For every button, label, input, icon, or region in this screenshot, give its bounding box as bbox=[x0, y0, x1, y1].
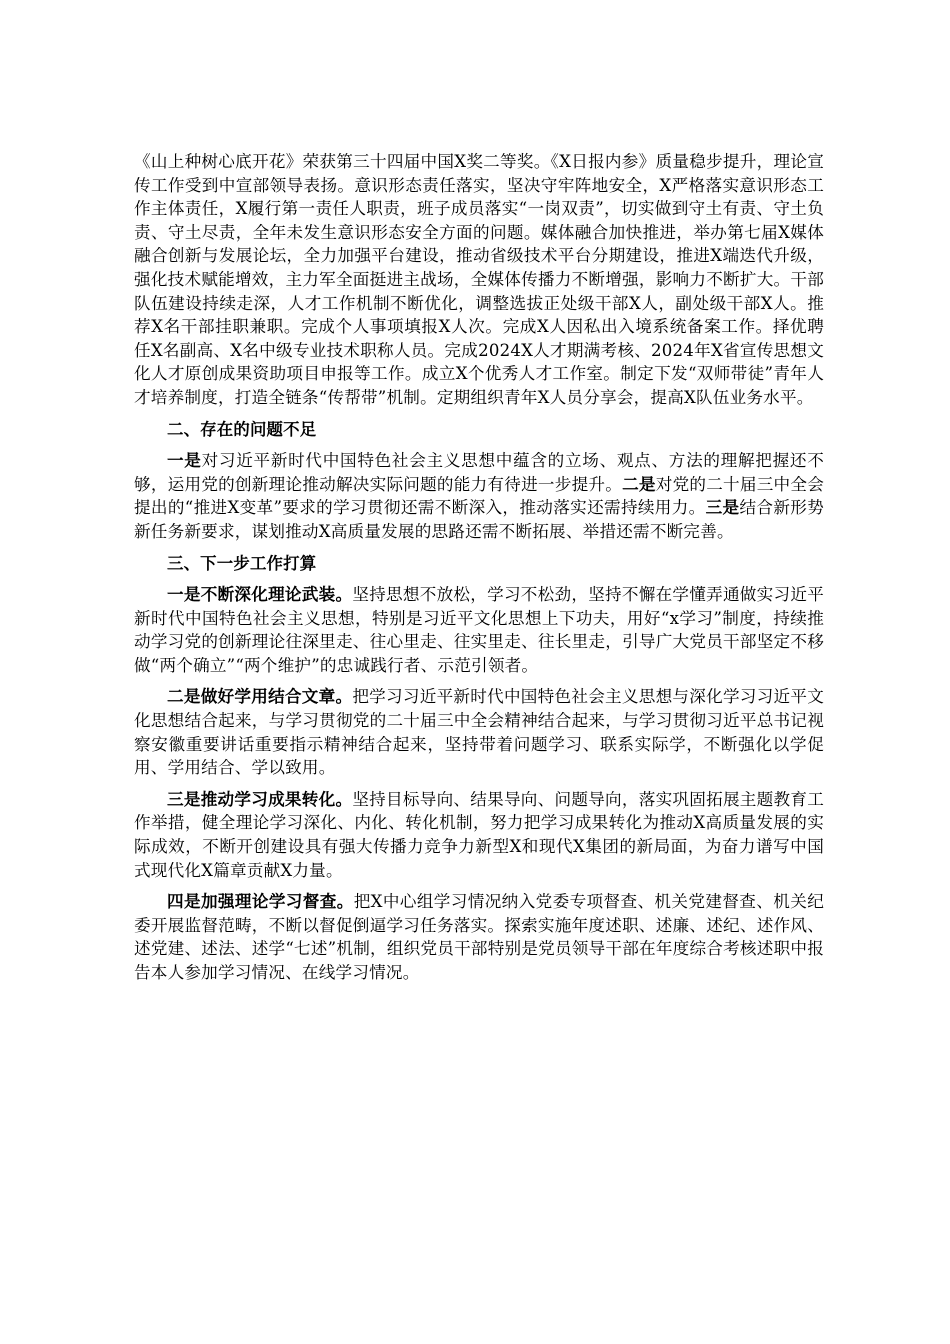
problem-lead-2: 二是 bbox=[622, 474, 656, 494]
section-heading-next-steps: 三、下一步工作打算 bbox=[167, 553, 317, 573]
plan-paragraph-1 bbox=[134, 583, 824, 677]
plan-text-4: 把X中心组学习情况纳入党委专项督查、机关党建督查、机关纪委开展监督范畴，不断以督促倒逼学习任务落实。探索实施年度述职、述廉、述纪、述作风、述党建、述法、述学“七述”机制，组织党员干部特别是党员领导干部在年度综合考核述职中报告本人参加学习情况、在线学习情况。 bbox=[134, 892, 824, 982]
problem-text-3: 结合新形势新任务新要求，谋划推动X高质量发展的思路还需不断拓展、举措还需不断完善。 bbox=[134, 498, 825, 541]
problem-text-1: 对习近平新时代中国特色社会主义思想中蕴含的立场、观点、方法的理解把握还不够，运用党的创新理论推动解决实际问题的能力有待进一步提升。 bbox=[134, 451, 824, 494]
plan-text-3: 坚持目标导向、结果导向、问题导向，落实巩固拓展主题教育工作举措，健全理论学习深化、内化、转化机制，努力把学习成果转化为推动X高质量发展的实际成效，不断开创建设具有强大传播力竞争力新型X和现代X集团的新局面，为奋力谱写中国式现代化X篇章贡献X力量。 bbox=[134, 789, 824, 880]
section-heading-problems: 二、存在的问题不足 bbox=[167, 419, 317, 439]
plan-text-1: 坚持思想不放松，学习不松劲，坚持不懈在学懂弄通做实习近平新时代中国特色社会主义思想，特别是习近平文化思想上下功夫，用好“x学习”制度，持续推动学习党的创新理论往深里走、往心里走、往实里走、往长里走，引导广大党员干部坚定不移做“两个确立”“两个维护”的忠诚践行者、示范引领者。 bbox=[134, 585, 824, 675]
problems-paragraph bbox=[134, 449, 824, 543]
plan-lead-2: 二是做好学用结合文章。 bbox=[167, 687, 353, 707]
plan-lead-1: 一是不断深化理论武装。 bbox=[167, 585, 353, 605]
plan-paragraph-4 bbox=[134, 890, 824, 984]
plan-lead-3: 三是推动学习成果转化。 bbox=[167, 789, 353, 809]
problem-text-2: 对党的二十届三中全会提出的“推进X变革”要求的学习贯彻还需不断深入，推动落实还需持续用力。 bbox=[134, 474, 824, 518]
problem-lead-1: 一是 bbox=[167, 451, 202, 471]
plan-text-2: 把学习习近平新时代中国特色社会主义思想与深化学习习近平文化思想结合起来，与学习贯彻党的二十届三中全会精神结合起来，与学习贯彻习近平总书记视察安徽重要讲话重要指示精神结合起来，坚持带着问题学习、联系实际学，不断强化以学促用、学用结合、学以致用。 bbox=[134, 687, 824, 778]
document-page bbox=[134, 150, 824, 993]
continued-paragraph: 《山上种树心底开花》荣获第三十四届中国X奖二等奖。《X日报内参》质量稳步提升，理论宣传工作受到中宣部领导表扬。意识形态责任落实，坚决守牢阵地安全，X严格落实意识形态工作主体责任，X履行第一责任人职责，班子成员落实“一岗双责”，切实做到守土有责、守土负责、守土尽责，全年未发生意识形态安全方面的问题。媒体融合加快推进，举办第七届X媒体融合创新与发展论坛，全力加强平台建设，推动省级技术平台分期建设，推进X端迭代升级，强化技术赋能增效，主力军全面挺进主战场，全媒体传播力不断增强，影响力不断扩大。干部队伍建设持续走深，人才工作机制不断优化，调整选拔正处级干部X人，副处级干部X人。推荐X名干部挂职兼职。完成个人事项填报X人次。完成X人因私出入境系统备案工作。择优聘任X名副高、X名中级专业技术职称人员。完成2024X人才期满考核、2024年X省宣传思想文化人才原创成果资助项目申报等工作。成立X个优秀人才工作室。制定下发“双师带徒”青年人才培养制度，打造全链条“传帮带”机制。定期组织青年X人员分享会，提高X队伍业务水平。 bbox=[134, 152, 824, 407]
plan-paragraph-3 bbox=[134, 788, 824, 882]
problem-lead-3: 三是 bbox=[705, 498, 740, 518]
plan-lead-4: 四是加强理论学习督查。 bbox=[167, 892, 354, 912]
plan-paragraph-2 bbox=[134, 685, 824, 779]
